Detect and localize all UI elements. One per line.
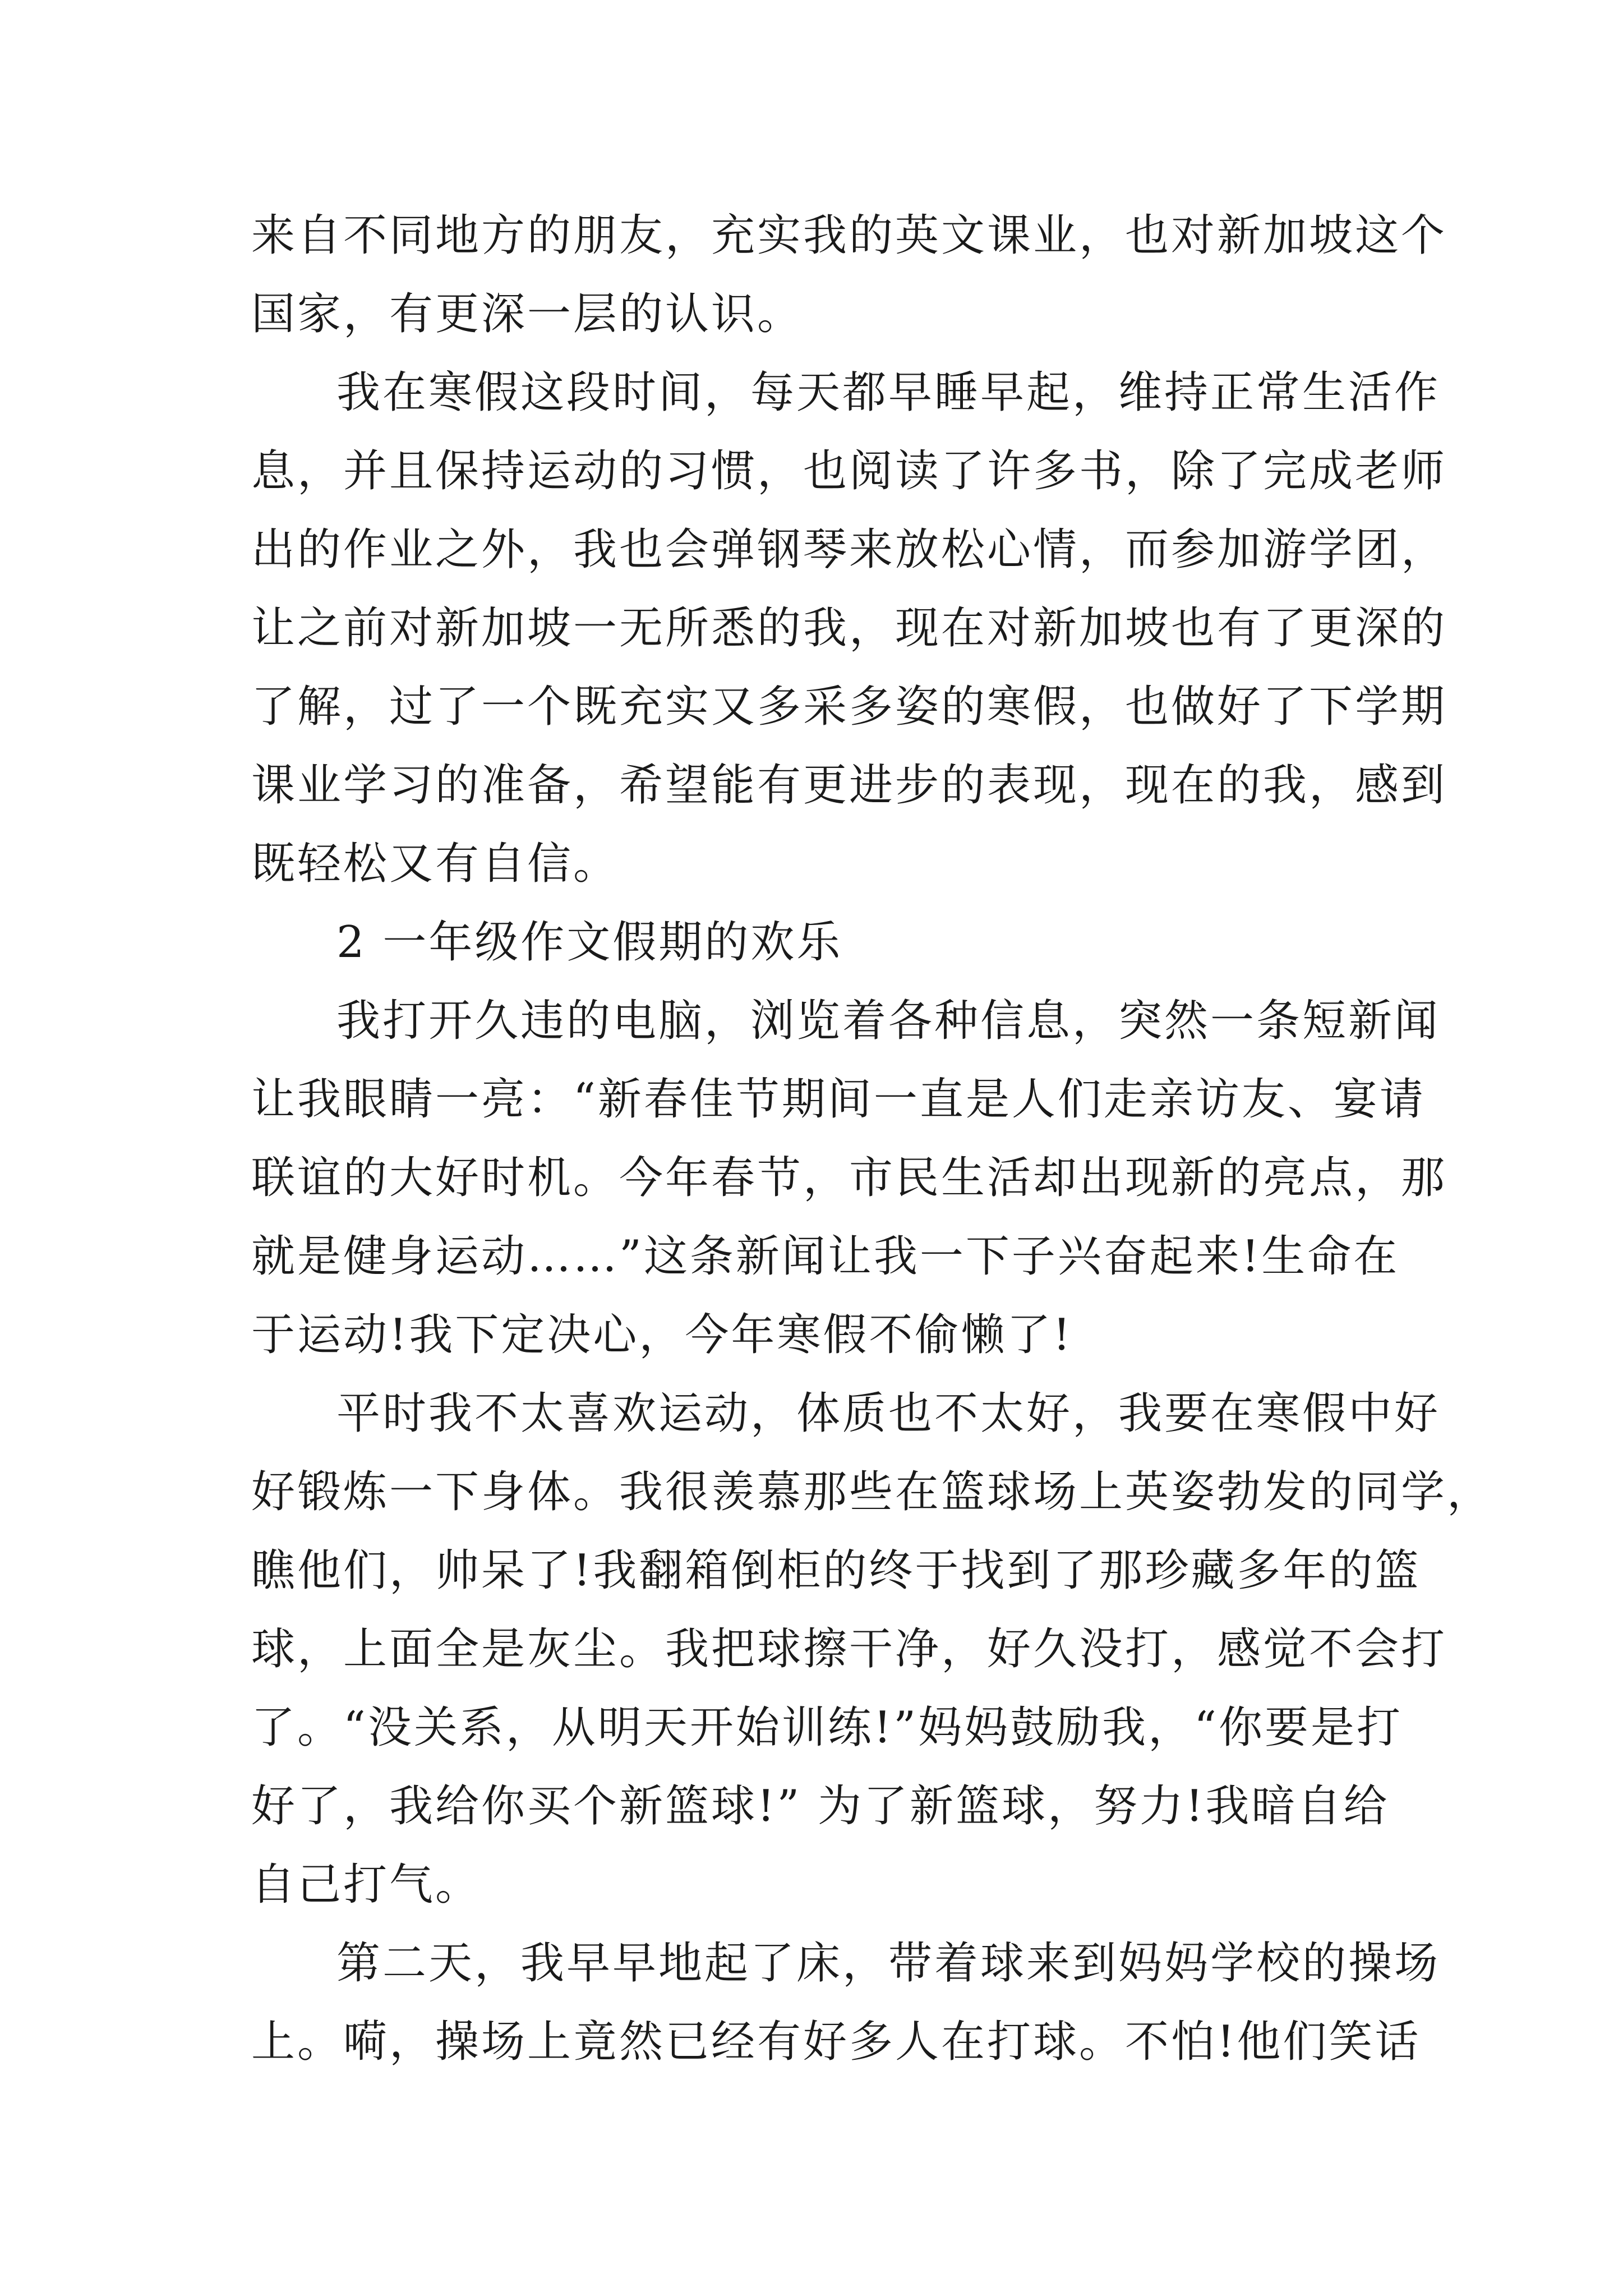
text-line: 国家，有更深一层的认识。 xyxy=(251,289,804,339)
text-line: 息，并且保持运动的习惯，也阅读了许多书，除了完成老师 xyxy=(251,446,1447,496)
text-line: 好了，我给你买个新篮球!” 为了新篮球，努力!我暗自给 xyxy=(251,1781,1390,1832)
text-line: 让我眼睛一亮：“新春佳节期间一直是人们走亲访友、宴请 xyxy=(251,1074,1426,1125)
section-heading: 2 一年级作文假期的欢乐 xyxy=(336,917,843,968)
paragraph-start-line: 平时我不太喜欢运动，体质也不太好，我要在寒假中好 xyxy=(336,1388,1441,1439)
paragraph-start-line: 第二天，我早早地起了床，带着球来到妈妈学校的操场 xyxy=(336,1938,1441,1989)
text-line: 球，上面全是灰尘。我把球擦干净，好久没打，感觉不会打 xyxy=(251,1624,1447,1674)
text-line: 课业学习的准备，希望能有更进步的表现，现在的我，感到 xyxy=(251,760,1447,811)
paragraph-start-line: 我在寒假这段时间，每天都早睡早起，维持正常生活作 xyxy=(336,367,1441,418)
text-line: 来自不同地方的朋友，充实我的英文课业，也对新加坡这个 xyxy=(251,210,1447,261)
text-line: 自己打气。 xyxy=(251,1860,482,1910)
text-line: 瞧他们，帅呆了!我翻箱倒柜的终于找到了那珍藏多年的篮 xyxy=(251,1545,1421,1596)
text-line: 了。“没关系，从明天开始训练!”妈妈鼓励我，“你要是打 xyxy=(251,1703,1403,1753)
text-line: 联谊的大好时机。今年春节，市民生活却出现新的亮点，那 xyxy=(251,1153,1447,1203)
text-line: 既轻松又有自信。 xyxy=(251,839,620,889)
text-line: 出的作业之外，我也会弹钢琴来放松心情，而参加游学团， xyxy=(251,524,1447,575)
text-line: 好锻炼一下身体。我很羡慕那些在篮球场上英姿勃发的同学， xyxy=(251,1467,1493,1517)
text-line: 让之前对新加坡一无所悉的我，现在对新加坡也有了更深的 xyxy=(251,603,1447,654)
paragraph-start-line: 我打开久违的电脑，浏览着各种信息，突然一条短新闻 xyxy=(336,996,1441,1046)
text-line: 就是健身运动……”这条新闻让我一下子兴奋起来!生命在 xyxy=(251,1231,1400,1282)
text-line: 了解，过了一个既充实又多采多姿的寒假，也做好了下学期 xyxy=(251,682,1447,732)
text-line: 上。嗬，操场上竟然已经有好多人在打球。不怕!他们笑话 xyxy=(251,2017,1421,2067)
text-line: 于运动!我下定决心，今年寒假不偷懒了! xyxy=(251,1310,1073,1360)
